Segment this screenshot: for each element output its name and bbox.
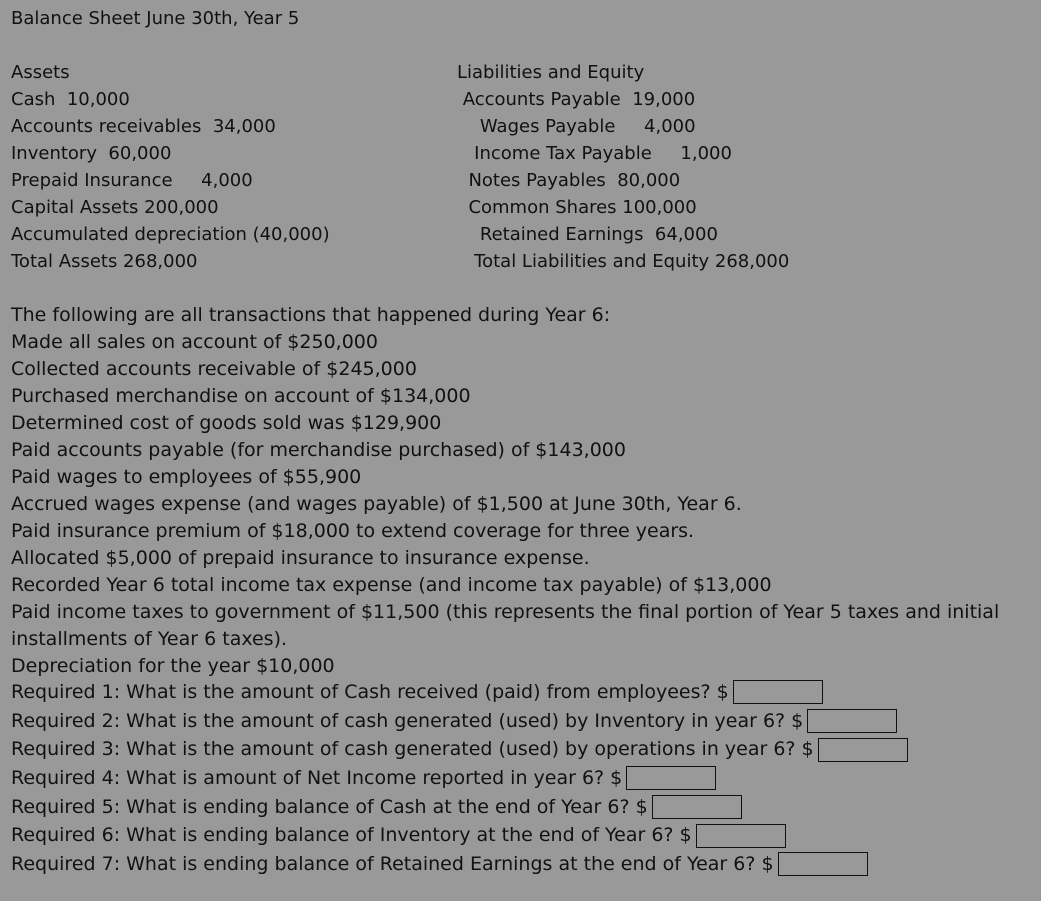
assets-line: Capital Assets 200,000: [11, 197, 219, 218]
transaction-line: Accrued wages expense (and wages payable) of $1,500 at June 30th, Year 6.: [11, 493, 742, 515]
transaction-line: The following are all transactions that happened during Year 6:: [11, 304, 611, 326]
required-row-4: [11, 764, 908, 793]
transaction-line: Paid wages to employees of $55,900: [11, 466, 362, 488]
required-row-1: [11, 678, 908, 707]
transactions-list: [11, 302, 1031, 680]
assets-line: Cash 10,000: [11, 89, 130, 110]
transaction-line: Depreciation for the year $10,000: [11, 655, 335, 677]
liabilities-line: Liabilities and Equity: [457, 62, 645, 83]
transaction-line: Made all sales on account of $250,000: [11, 331, 378, 353]
required-questions: [11, 678, 908, 879]
assets-line: Inventory 60,000: [11, 143, 172, 164]
liabilities-line: Wages Payable 4,000: [457, 116, 696, 137]
required-question-text: Required 1: What is the amount of Cash received (paid) from employees? $: [11, 681, 729, 703]
liabilities-line: Retained Earnings 64,000: [457, 224, 718, 245]
liabilities-line: Accounts Payable 19,000: [457, 89, 696, 110]
liabilities-line: Total Liabilities and Equity 268,000: [457, 251, 790, 272]
required-question-text: Required 4: What is amount of Net Income reported in year 6? $: [11, 767, 623, 790]
required-2-answer-input[interactable]: [807, 709, 897, 733]
required-question-text: Required 6: What is ending balance of Inventory at the end of Year 6? $: [11, 824, 692, 847]
required-row-7: [11, 850, 908, 879]
required-question-text: Required 5: What is ending balance of Cash at the end of Year 6? $: [11, 795, 648, 818]
transaction-line: Paid accounts payable (for merchandise purchased) of $143,000: [11, 439, 626, 461]
assets-line: Accounts receivables 34,000: [11, 116, 276, 137]
required-row-5: [11, 793, 908, 822]
required-1-answer-input[interactable]: [733, 680, 823, 704]
required-row-6: [11, 821, 908, 850]
transaction-line: Purchased merchandise on account of $134,000: [11, 385, 471, 407]
required-6-answer-input[interactable]: [696, 824, 786, 848]
assets-line: Assets: [11, 62, 70, 83]
required-question-text: Required 7: What is ending balance of Retained Earnings at the end of Year 6? $: [11, 853, 774, 876]
transaction-line: Recorded Year 6 total income tax expense (and income tax payable) of $13,000: [11, 574, 772, 596]
required-5-answer-input[interactable]: [652, 795, 742, 819]
liabilities-line: Common Shares 100,000: [457, 197, 697, 218]
transaction-line: Paid insurance premium of $18,000 to extend coverage for three years.: [11, 520, 695, 542]
required-row-2: [11, 707, 908, 736]
liabilities-line: Income Tax Payable 1,000: [457, 143, 732, 164]
required-question-text: Required 3: What is the amount of cash generated (used) by operations in year 6? $: [11, 738, 814, 761]
transaction-line: Determined cost of goods sold was $129,900: [11, 412, 442, 434]
assets-line: Total Assets 268,000: [11, 251, 198, 272]
balance-sheet-title: Balance Sheet June 30th, Year 5: [11, 8, 300, 29]
required-7-answer-input[interactable]: [778, 852, 868, 876]
required-4-answer-input[interactable]: [626, 766, 716, 790]
transaction-line: Allocated $5,000 of prepaid insurance to insurance expense.: [11, 547, 590, 569]
transaction-line: Paid income taxes to government of $11,500 (this represents the final portion of Year 5 taxes and initial installments of Year 6 taxes).: [11, 601, 1000, 650]
assets-column: [11, 59, 330, 275]
liabilities-column: [457, 59, 789, 275]
required-row-3: [11, 735, 908, 764]
assets-line: Prepaid Insurance 4,000: [11, 170, 253, 191]
liabilities-line: Notes Payables 80,000: [457, 170, 681, 191]
required-3-answer-input[interactable]: [818, 738, 908, 762]
assets-line: Accumulated depreciation (40,000): [11, 224, 330, 245]
transaction-line: Collected accounts receivable of $245,000: [11, 358, 417, 380]
required-question-text: Required 2: What is the amount of cash generated (used) by Inventory in year 6? $: [11, 709, 804, 732]
